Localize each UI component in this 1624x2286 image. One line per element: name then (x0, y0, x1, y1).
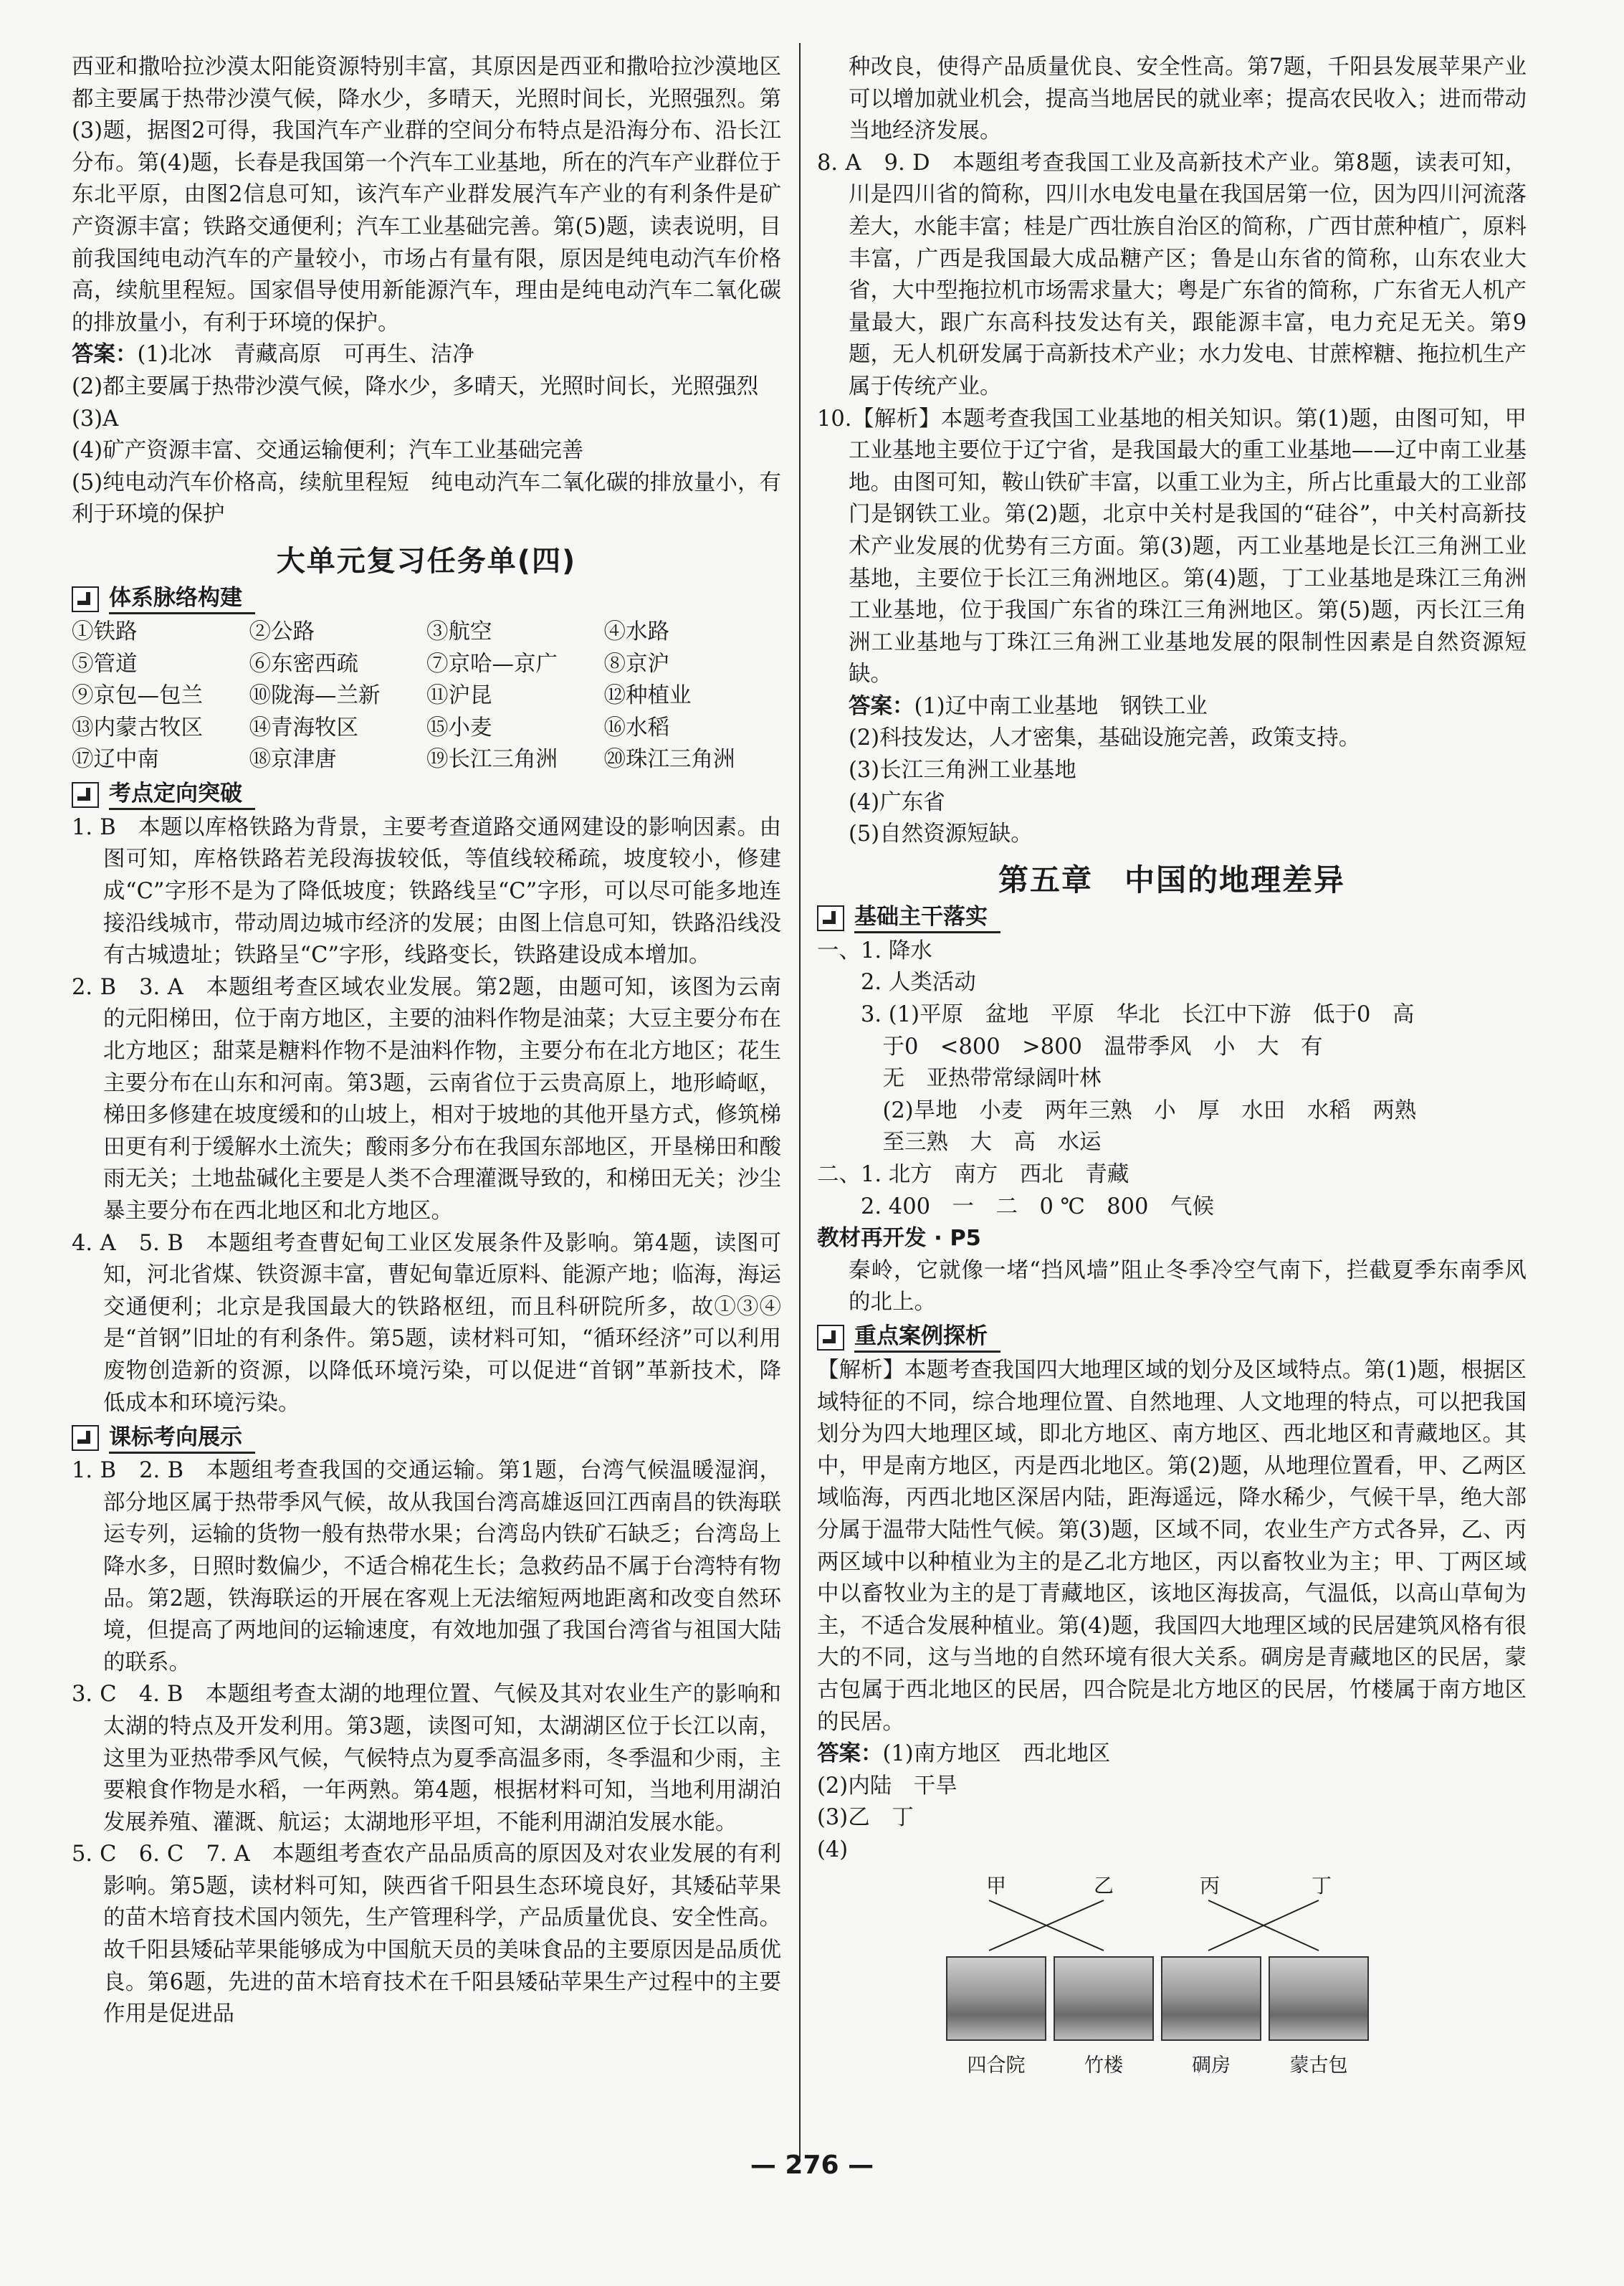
photo-caption: 蒙古包 (1289, 2054, 1348, 2077)
case-answer-3: (3)乙 丁 (817, 1805, 914, 1831)
unit-review-title: 大单元复习任务单(四) (276, 544, 577, 578)
grid-item: ⑱京津唐 (249, 747, 337, 773)
left-column (72, 52, 781, 2031)
grid-item: ⑨京包—包兰 (72, 683, 203, 709)
grid-item: ②公路 (249, 619, 315, 644)
answer-line-2: (2)都主要属于热带沙漠气候，降水少，多晴天，光照时间长，光照强烈 (72, 373, 759, 399)
yurt-photo (1269, 1956, 1369, 2041)
answer-label: 答案： (817, 1741, 883, 1767)
textbook-text: 秦岭，它就像一堵“挡风墙”阻止冬季冷空气南下，拦截夏季东南季风的北上。 (849, 1257, 1527, 1315)
textbook-label: 教材再开发 · P5 (817, 1226, 981, 1252)
basics-line: 2. 人类活动 (817, 970, 976, 996)
answer-line-5: (5)纯电动汽车价格高，续航里程短 纯电动汽车二氧化碳的排放量小，有利于环境的保护 (72, 470, 781, 528)
case-answer-1: 答案：(1)南方地区 西北地区 (817, 1741, 1111, 1767)
zhulou-photo (1054, 1956, 1154, 2041)
basics-line: (2)旱地 小麦 两年三熟 小 厚 水田 水稻 两熟 (817, 1097, 1417, 1123)
question-4-5: 4. A 5. B 本题组考查曹妃甸工业区发展条件及影响。第4题，读图可知，河北省煤、铁资源丰富，曹妃甸靠近原料、能源产地；临海，海运交通便利；北京是我国最大的铁路枢纽，而且科研院所多，故①③④是“首钢”旧址的有利条件。第5题，读材料可知，“循环经济”可以利用废物创造新的资源，以降低环境污染，可以促进“首钢”革新技术，降低成本和环境污染。 (72, 1230, 781, 1416)
question-2-3: 2. B 3. A 本题组考查区域农业发展。第2题，由题可知，该图为云南的元阳梯田，位于南方地区，主要的油料作物是油菜；大豆主要分布在北方地区；甜菜是糖料作物不是油料作物，主要分布在北方地区；花生主要分布在山东和河南。第3题，云南省位于云贵高原上，地形崎岖，梯田多修建在坡度缓和的山坡上，相对于坡地的其他开垦方式，修筑梯田更有利于缓解水土流失；酸雨多分布在我国东部地区，开垦梯田和酸雨无关；土地盐碱化主要是人类不合理灌溉导致的，和梯田无关；沙尘暴主要分布在西北地区和北方地区。 (72, 974, 781, 1224)
column-divider (799, 43, 801, 2158)
grid-item: ⑬内蒙古牧区 (72, 715, 203, 740)
section-header-case: 重点案例探析 (817, 1322, 1527, 1353)
grid-item: ⑳珠江三角洲 (603, 747, 735, 773)
basics-line: 一、1. 降水 (817, 938, 932, 963)
case-answer-2: (2)内陆 干旱 (817, 1773, 957, 1799)
paragraph-intro: 西亚和撒哈拉沙漠太阳能资源特别丰富，其原因是西亚和撒哈拉沙漠地区都主要属于热带沙漠气候，降水少，多晴天，光照时间长，光照强烈。第(3)题，据图2可得，我国汽车产业群的空间分布特点是沿海分布、沿长江分布。第(4)题，长春是我国第一个汽车工业基地，所在的汽车产业群位于东北平原，由图2信息可知，该汽车产业群发展汽车产业的有利条件是矿产资源丰富；铁路交通便利；汽车工业基础完善。第(5)题，读表说明，目前我国纯电动汽车的产量较小，市场占有量有限，原因是纯电动汽车价格高，续航里程短。国家倡导使用新能源汽车，理由是纯电动汽车二氧化碳的排放量小，有利于环境的保护。 (72, 54, 781, 335)
grid-item: ⑩陇海—兰新 (249, 683, 381, 709)
grid-item: ④水路 (603, 619, 669, 644)
section-header-breakthrough: 考点定向突破 (72, 779, 781, 811)
matching-lines (817, 1870, 1527, 1963)
grid-item: ⑭青海牧区 (249, 715, 358, 740)
photo-caption: 四合院 (967, 2054, 1026, 2077)
grid-item: ⑥东密西疏 (249, 651, 358, 677)
question-k5-7: 5. C 6. C 7. A 本题组考查农产品品质高的原因及对农业发展的有利影响。第5题，读材料可知，陕西省千阳县生态环境良好，其矮砧苹果的苗木培育技术国内领先，生产管理科学，产品质量优良、安全性高。故千阳县矮砧苹果能够成为中国航天员的美味食品的主要原因是品质优良。第6题，先进的苗木培育技术在千阳县矮砧苹果生产过程中的主要作用是促进品 (72, 1842, 781, 2027)
question-1: 1. B 本题以库格铁路为背景，主要考查道路交通网建设的影响因素。由图可知，库格铁路若羌段海拔较低，等值线较稀疏，坡度较小，修建成“C”字形不是为了降低坡度；铁路线呈“C”字形，可以尽可能多地连接沿线城市，带动周边城市经济的发展；由图上信息可知，铁路沿线没有古城遗址；铁路呈“C”字形，线路变长，铁路建设成本增加。 (72, 814, 781, 968)
checkmark-icon (817, 1325, 844, 1351)
grid-item: ⑦京哈—京广 (426, 651, 558, 677)
chapter-title: 第五章 中国的地理差异 (998, 862, 1345, 897)
section-header-basics: 基础主干落实 (817, 903, 1527, 934)
basics-line: 2. 400 一 二 0 ℃ 800 气候 (817, 1194, 1214, 1219)
section-header-system: 体系脉络构建 (72, 584, 781, 615)
paragraph-continued: 种改良，使得产品质量优良、安全性高。第7题，千阳县发展苹果产业可以增加就业机会，提高当地居民的就业率；提高农民收入；进而带动当地经济发展。 (849, 54, 1527, 144)
answer-label: 答案： (72, 342, 138, 368)
answer-10-line-2: (2)科技发达，人才密集，基础设施完善，政策支持。 (849, 725, 1361, 751)
page-number: — 276 — (750, 2151, 874, 2180)
grid-item: ⑰辽中南 (72, 747, 159, 773)
diaofang-photo (1161, 1956, 1261, 2041)
answer-10-line-1: 答案：(1)辽中南工业基地 钢铁工业 (849, 693, 1208, 719)
grid-item: ⑯水稻 (603, 715, 669, 740)
answer-line-1: 答案：(1)北冰 青藏高原 可再生、洁净 (72, 342, 474, 368)
answer-line-3: (3)A (72, 406, 119, 432)
grid-item: ⑧京沪 (603, 651, 669, 677)
question-8-9: 8. A 9. D 本题组考查我国工业及高新技术产业。第8题，读表可知，川是四川省的简称，四川水电发电量在我国居第一位，因为四川河流落差大，水能丰富；桂是广西壮族自治区的简称，广西甘蔗种植广，原料丰富，广西是我国最大成品糖产区；鲁是山东省的简称，山东农业大省，大中型拖拉机市场需求量大；粤是广东省的简称，广东省无人机产量最大，跟广东高科技发达有关，跟能源丰富，电力充足无关。第9题，无人机研发属于高新技术产业；水力发电、甘蔗榨糖、拖拉机生产属于传统产业。 (817, 150, 1527, 399)
question-10: 10.【解析】本题考查我国工业基地的相关知识。第(1)题，由图可知，甲工业基地主要位于辽宁省，是我国最大的重工业基地——辽中南工业基地。由图可知，鞍山铁矿丰富，以重工业为主，所占比重最大的工业部门是钢铁工业。第(2)题，北京中关村是我国的“硅谷”，中关村高新技术产业发展的优势有三方面。第(3)题，丙工业基地是长江三角洲工业基地，主要位于长江三角洲地区。第(4)题，丁工业基地是珠江三角洲工业基地，位于我国广东省的珠江三角洲地区。第(5)题，丙长江三角洲工业基地与丁珠江三角洲工业基地发展的限制性因素是自然资源短缺。 (817, 406, 1527, 687)
grid-item: ⑪沪昆 (426, 683, 492, 709)
dwelling-matching-figure (817, 1870, 1527, 2085)
grid-item: ⑲长江三角洲 (426, 747, 558, 773)
figure-label-bing: 丙 (1200, 1874, 1221, 1898)
answer-10-line-3: (3)长江三角洲工业基地 (849, 758, 1076, 784)
checkmark-icon (72, 782, 99, 808)
answer-label: 答案： (849, 693, 914, 719)
basics-line: 至三熟 大 高 水运 (817, 1130, 1102, 1156)
grid-item: ③航空 (426, 619, 492, 644)
grid-item: ①铁路 (72, 619, 138, 644)
basics-line: 于0 <800 >800 温带季风 小 大 有 (817, 1034, 1323, 1059)
figure-label-ding: 丁 (1312, 1874, 1332, 1898)
figure-label-yi: 乙 (1094, 1874, 1114, 1898)
answer-line-4: (4)矿产资源丰富、交通运输便利；汽车工业基础完善 (72, 438, 584, 464)
answer-10-line-5: (5)自然资源短缺。 (849, 821, 1033, 847)
basics-line: 二、1. 北方 南方 西北 青藏 (817, 1162, 1129, 1187)
checkmark-icon (72, 1425, 99, 1451)
photo-caption: 竹楼 (1084, 2054, 1123, 2077)
grid-item: ⑮小麦 (426, 715, 492, 740)
case-analysis: 【解析】本题考查我国四大地理区域的划分及区域特点。第(1)题，根据区域特征的不同，综合地理位置、自然地理、人文地理的特点，可以把我国划分为四大地理区域，即北方地区、南方地区、西北地区和青藏地区。其中，甲是南方地区，丙是西北地区。第(2)题，从地理位置看，甲、乙两区域临海，丙西北地区深居内陆，距海遥远，降水稀少，气候干旱，绝大部分属于温带大陆性气候。第(3)题，区域不同，农业生产方式各异，乙、丙两区域中以种植业为主的是乙北方地区，丙以畜牧业为主；甲、丁两区域中以畜牧业为主的是丁青藏地区，该地区海拔高，气温低，以高山草甸为主，不适合发展种植业。第(4)题，我国四大地理区域的民居建筑风格有很大的不同，这与当地的自然环境有很大关系。碉房是青藏地区的民居，蒙古包属于西北地区的民居，四合院是北方地区的民居，竹楼属于南方地区的民居。 (817, 1357, 1527, 1735)
checkmark-icon (72, 586, 99, 612)
section-header-curriculum: 课标考向展示 (72, 1422, 781, 1454)
answer-10-line-4: (4)广东省 (849, 789, 945, 815)
grid-item: ⑤管道 (72, 651, 138, 677)
basics-line: 3. (1)平原 盆地 平原 华北 长江中下游 低于0 高 (817, 1002, 1415, 1028)
right-column (817, 52, 1527, 2085)
checkmark-icon (817, 905, 844, 931)
basics-line: 无 亚热带常绿阔叶林 (817, 1066, 1102, 1092)
grid-item: ⑫种植业 (603, 683, 692, 709)
system-grid (72, 616, 781, 776)
question-k3-4: 3. C 4. B 本题组考查太湖的地理位置、气候及其对农业生产的影响和太湖的特点及开发利用。第3题，读图可知，太湖湖区位于长江以南，这里为亚热带季风气候，气候特点为夏季高温多雨，冬季温和少雨，主要粮食作物是水稻，一年两熟。第4题，根据材料可知，当地利用湖泊发展养殖、灌溉、航运；太湖地形平坦，不能利用湖泊发展水能。 (72, 1682, 781, 1835)
case-answer-4: (4) (817, 1837, 849, 1862)
question-k1-2: 1. B 2. B 本题组考查我国的交通运输。第1题，台湾气候温暖湿润，部分地区属于热带季风气候，故从我国台湾高雄返回江西南昌的铁海联运专列，运输的货物一般有热带水果；台湾岛内铁矿石缺乏；台湾岛上降水多，日照时数偏少，不适合棉花生长；急救药品不属于台湾特有物品。第2题，铁海联运的开展在客观上无法缩短两地距离和改变自然环境，但提高了两地间的运输速度，有效地加强了我国台湾省与祖国大陆的联系。 (72, 1458, 781, 1675)
photo-caption: 碉房 (1192, 2054, 1231, 2077)
figure-label-jia: 甲 (986, 1874, 1007, 1898)
siheyuan-photo (946, 1956, 1046, 2041)
